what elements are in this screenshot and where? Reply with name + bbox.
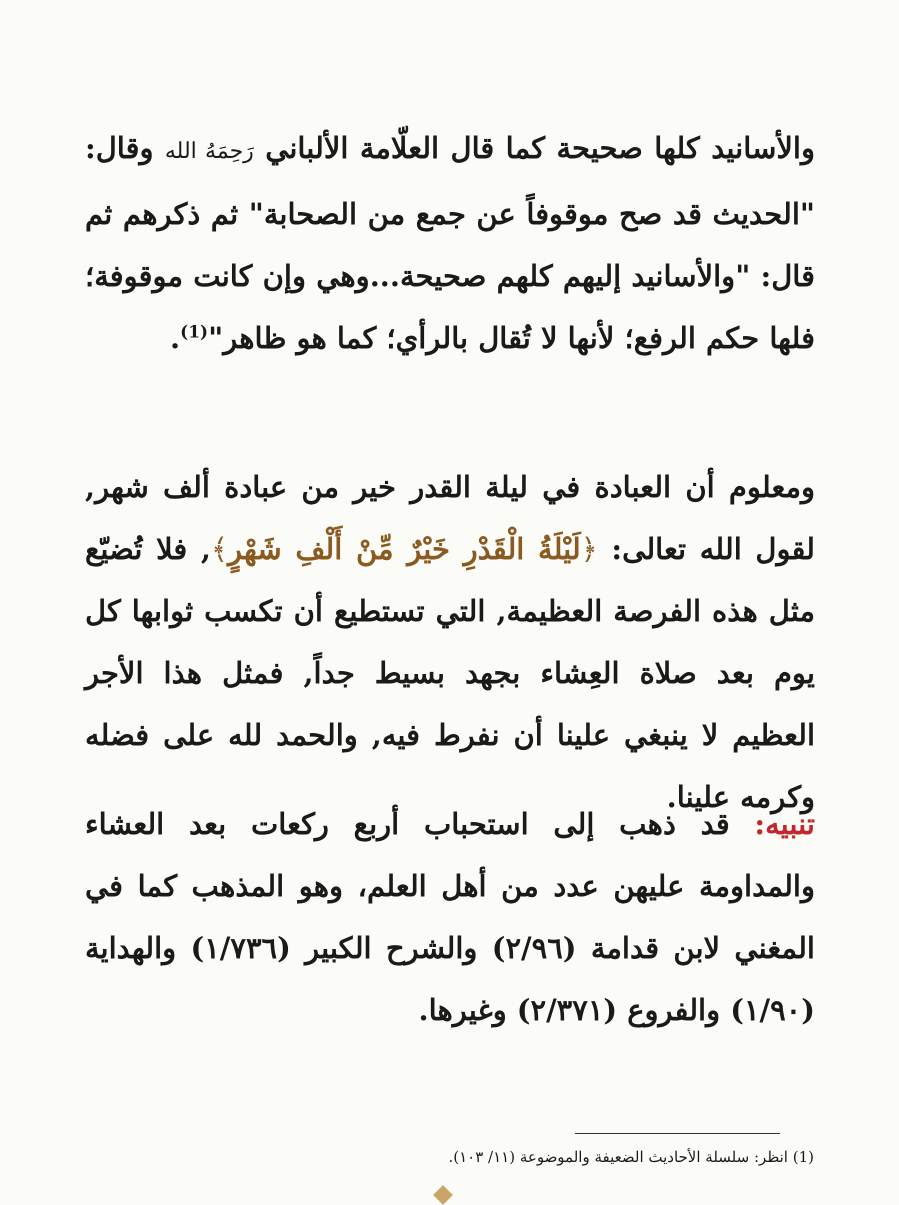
- quran-brace-open: ﴿: [580, 532, 598, 566]
- page-ornament: [433, 1185, 453, 1205]
- paragraph-text: ومعلوم أن العبادة في ليلة القدر خير من عبادة ألف شهر, لقول الله تعالى:: [85, 470, 815, 566]
- paragraph-laylat-al-qadr: [85, 456, 815, 828]
- quran-brace-close: ﴾: [211, 532, 229, 566]
- honorific-glyph: رَحِمَهُ الله: [164, 139, 254, 164]
- paragraph-end: .: [170, 321, 181, 355]
- paragraph-text: قد ذهب إلى استحباب أربع ركعات بعد العشاء والمداومة عليهن عدد من أهل العلم، وهو المذهب كما في المغني لابن قدامة (٢/٩٦) والشرح الكبير (١/٧٣٦) والهداية (١/٩٠) والفروع (٢/٣٧١) وغيرها.: [85, 807, 815, 1027]
- paragraph-text-continued: وقال: "الحديث قد صح موقوفاً عن جمع من الصحابة" ثم ذكرهم ثم قال: "والأسانيد إليهم كلهم صحيحة...وهي وإن كانت موقوفة؛ فلها حكم الرفع؛ لأنها لا تُقال بالرأي؛ كما هو ظاهر": [85, 131, 816, 355]
- footnote-marker: (1): [792, 1148, 814, 1166]
- footnote-divider: [575, 1133, 780, 1134]
- note-label: تنبيه:: [754, 807, 815, 841]
- paragraph-albani-quote: [85, 117, 815, 369]
- footnote: [214, 1145, 814, 1169]
- footnote-text: انظر: سلسلة الأحاديث الضعيفة والموضوعة (١١/ ١٠٣).: [448, 1148, 793, 1166]
- paragraph-note: [85, 793, 815, 1041]
- paragraph-text-continued: , فلا تُضيّع مثل هذه الفرصة العظيمة, التي تستطيع أن تكسب ثوابها كل يوم بعد صلاة العِشاء بجهد بسيط جداً, فمثل هذا الأجر العظيم لا ينبغي علينا أن نفرط فيه, والحمد لله على فضله وكرمه علينا.: [85, 532, 815, 814]
- quran-verse: لَيْلَةُ الْقَدْرِ خَيْرٌ مِّنْ أَلْفِ شَهْرٍ: [228, 532, 581, 566]
- paragraph-text: والأسانيد كلها صحيحة كما قال العلّامة الألباني: [265, 131, 815, 165]
- footnote-marker[interactable]: (1): [180, 322, 209, 343]
